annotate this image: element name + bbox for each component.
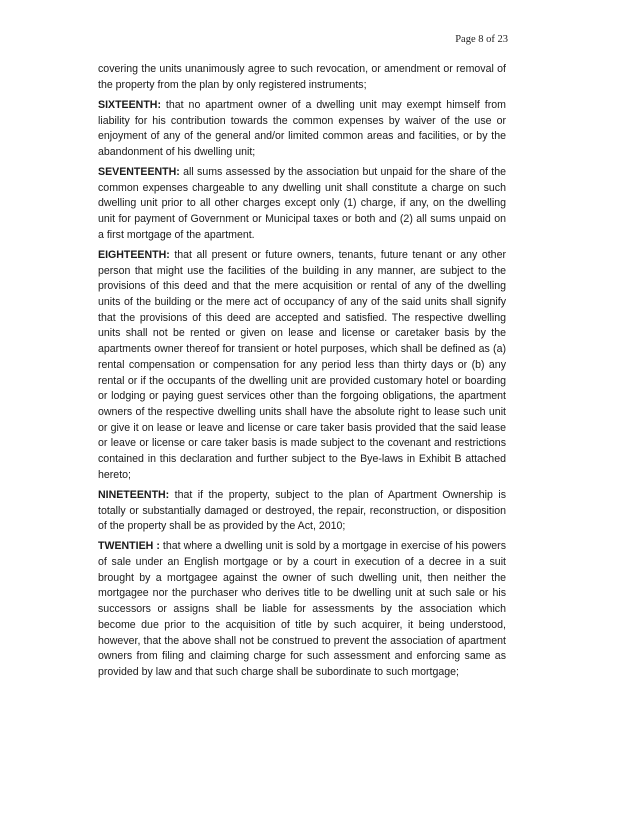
paragraph-nineteenth [98,488,506,535]
paragraph-text: all sums assessed by the association but unpaid for the share of the common expenses chargeable to any dwelling unit shall constitute a charge on such dwelling unit prior to all other charges except only (1) charge, if any, on the dwelling unit for payment of Government or Municipal taxes or both and (2) all sums unpaid on a first mortgage of the apartment. [98,166,506,241]
paragraph-text: that if the property, subject to the plan of Apartment Ownership is totally or substantially damaged or destroyed, the repair, reconstruction, or disposition of the property shall be as provided by the Act, 2010; [98,488,506,533]
paragraph-heading: NINETEENTH: [98,488,170,501]
paragraph-text: covering the units unanimously agree to such revocation, or amendment or removal of the property from the plan by only registered instruments; [98,63,506,91]
page-number: Page 8 of 23 [455,34,508,45]
paragraph-heading: SEVENTEENTH: [98,166,180,178]
paragraph-heading: EIGHTEENTH: [98,248,170,261]
paragraph-eighteenth [98,248,506,484]
paragraph-heading: SIXTEENTH: [98,98,161,111]
paragraph-text: that all present or future owners, tenants, future tenant or any other person that might use the facilities of the building in any manner, are subject to the provisions of this deed and that the mere acquisition or rental of any of the dwelling units of the building or the mere act of occupancy of any of the said units shall signify that the provisions of this deed are accepted and satisfied. The respective dwelling units shall not be rented or given on lease and license or caretaker basis by the apartments owner thereof for transient or hotel purposes, which shall be defined as (a) rental compensation or compensation for any period less than thirty days or (b) any rental or if the occupants of the dwelling unit are provided customary hotel or boarding or lodging or paying guest services other than the forgoing obligations, the apartment owners of the respective dwelling units shall have the absolute right to lease such unit or give it on lease or leave and license or care taker basis provided that the said lease or leave or license or care taker basis is made subject to the covenant and restrictions contained in this declaration and further subject to the Bye-laws in Exhibit B attached hereto; [98,248,506,481]
paragraph-sixteenth [98,98,506,161]
paragraph-text: that no apartment owner of a dwelling unit may exempt himself from liability for his contribution towards the common expenses by waiver of the use or enjoyment of any of the general and/or limited common areas and facilities, or by the abandonment of his dwelling unit; [98,98,506,158]
paragraph-text: that where a dwelling unit is sold by a mortgage in exercise of his powers of sale under an English mortgage or by a court in execution of a decree in a suit brought by a mortgagee against the owner of such dwelling unit, then neither the mortgagee nor the purchaser who derives title to be dwelling unit at such sale or his successors or assigns shall be liable for assessments by the association which become due prior to the acquisition of title by such acquirer, it being understood, however, that the above shall not be construed to prevent the association of apartment owners from filing and claiming charge for such assessment and enforcing same as provided by law and that such charge shall be subordinate to such mortgage; [98,540,507,678]
paragraph-heading: TWENTIEH : [98,540,160,553]
paragraph-twentieth [98,539,506,680]
document-body [98,62,506,685]
paragraph-seventeenth [98,165,506,244]
paragraph-continued [98,62,506,93]
